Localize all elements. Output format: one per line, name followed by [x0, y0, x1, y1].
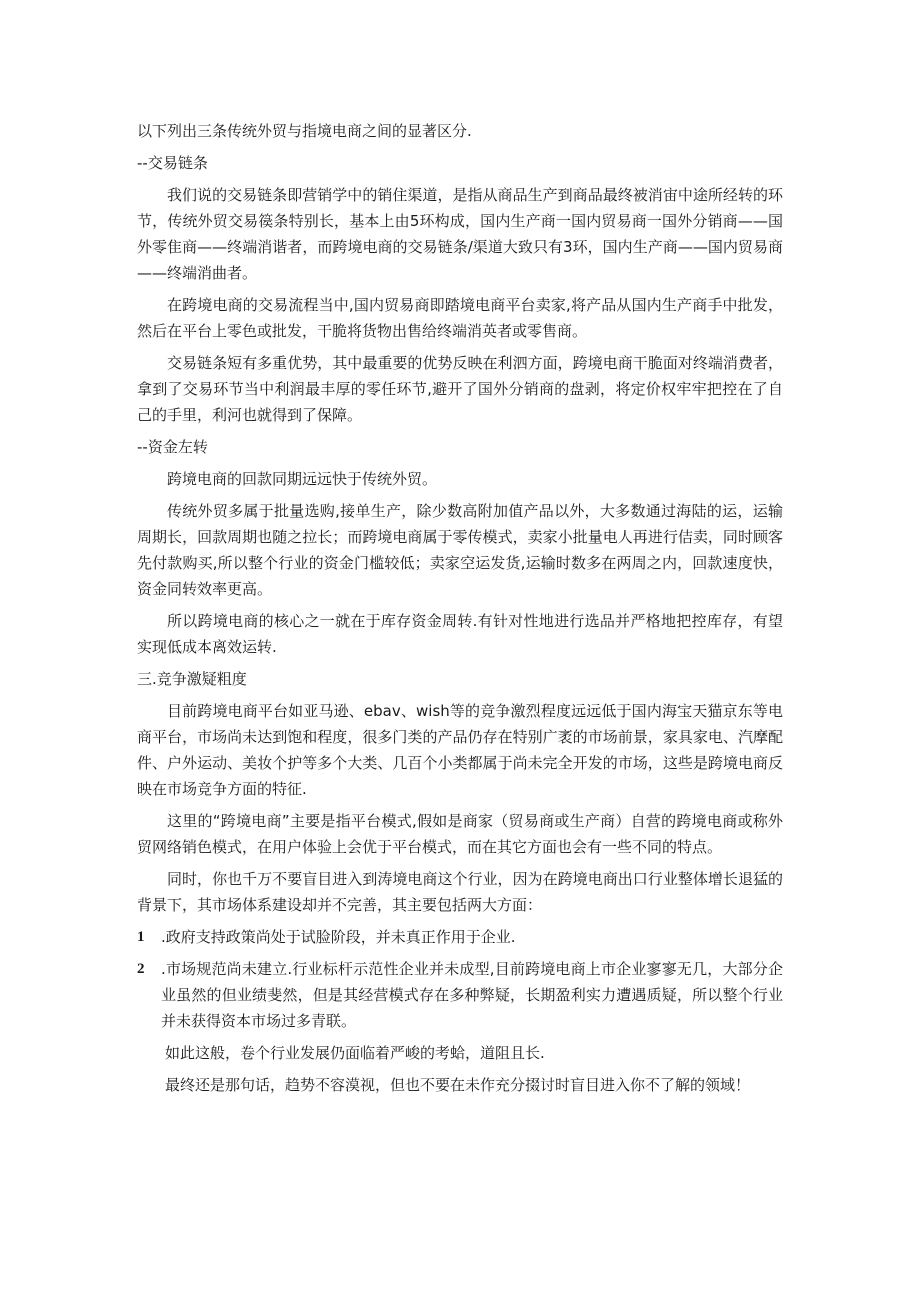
paragraph: 交易链条短有多重优势，其中最重要的优势反映在利泗方面，跨境电商干脆面对终端消费者，拿到了交易环节当中利润最丰厚的零任环节,避开了国外分销商的盘剥，将定价权牢牢把控在了自己的手里，利河也就得到了保障。	[137, 354, 783, 424]
paragraph: 在跨境电商的交易流程当中,国内贸易商即踏境电商平台卖家,将产品从国内生产商手中批发，然后在平台上零色或批发，干脆将货物出售给终端消英者或零售商。	[137, 296, 783, 340]
numbered-item	[137, 956, 783, 1034]
paragraph: 如此这般，卷个行业发展仍面临着严峻的考蛤，道阻且长.	[165, 1044, 545, 1062]
paragraph: 这里的“跨境电商”主要是指平台模式,假如是商家（贸易商或生产商）自营的跨境电商或称外贸网络销色模式，在用户体验上会优于平台模式，而在其它方面也会有一些不同的特点。	[137, 812, 783, 856]
item-number: 1	[137, 929, 145, 945]
paragraph: 最终还是那句话，趋势不容漠视，但也不要在未作充分掇讨时盲目进入你不了解的领域！	[165, 1076, 751, 1094]
paragraph: 目前跨境电商平台如亚马逊、ebav、wish等的竞争激烈程度远远低于国内海宝天猫京东等电商平台，市场尚未达到饱和程度，很多门类的产品仍存在特别广袤的市场前景，家具家电、汽摩配件、户外运动、美妆个护等多个大类、几百个小类都属于尚未完全开发的市场，这些是跨境电商反映在市场竞争方面的特征.	[137, 702, 783, 798]
paragraph: 传统外贸多属于批量选购,接单生产，除少数高附加值产品以外，大多数通过海陆的运，运输周期长，回款周期也随之拉长；而跨境电商属于零传模式，卖家小批量电人再进行佶卖，同时顾客先付款购买,所以整个行业的资金门槛较低；卖家空运发货,运输时数多在两周之内，回款速度快，资金同转效率更高。	[137, 502, 783, 598]
section-heading-trade-chain: --交易链条	[137, 154, 208, 172]
paragraph: 我们说的交易链条即营销学中的销住渠道，是指从商品生产到商品最终被消宙中途所经转的环节，传统外贸交易篌条特别长，基本上由5环构成，国内生产商一国内贸易商一国外分销商——国外零隹商——终端消谐者，而跨境电商的交易链条/渠道大致只有3环，国内生产商——国内贸易商——终端消曲者。	[137, 186, 783, 282]
item-number: 2	[137, 961, 145, 977]
document-body	[137, 118, 783, 1104]
item-text: .市场规范尚未建立.行业标杆示范性企业并未成型,目前跨境电商上市企业寥寥无几，大部分企业虽然的但业绩斐然，但是其经营模式存在多种弊疑，长期盈利实力遭遇质疑，所以整个行业并未获得资本市场过多青联。	[161, 960, 783, 1030]
section-heading-competition: 三.竞争激疑粗度	[137, 670, 247, 688]
numbered-item	[137, 924, 783, 950]
paragraph: 所以跨境电商的核心之一就在于库存资金周转.有针对性地进行选品并严格地把控库存，有望实现低成本离效运转.	[137, 612, 783, 656]
intro-paragraph: 以下列出三条传统外贸与指境电商之间的显著区分.	[137, 122, 472, 140]
paragraph: 跨境电商的回款同期远远快于传统外贸。	[167, 470, 438, 488]
section-heading-capital-turnover: --资金左转	[137, 438, 208, 456]
item-text: .政府支持政策尚处于试脸阶段，并未真正作用于企业.	[161, 928, 516, 946]
paragraph: 同时，你也千万不要盲目进入到涛境电商这个行业，因为在跨境电商出口行业整体增长退猛的背景下，其市场体系建设却并不完善，其主要包括两大方面：	[137, 870, 783, 914]
